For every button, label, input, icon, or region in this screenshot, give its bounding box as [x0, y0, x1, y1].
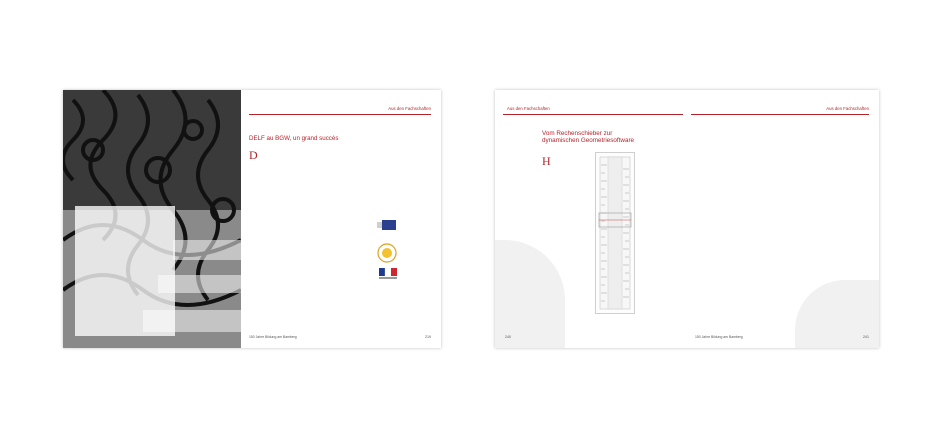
article-column-1: H: [542, 156, 551, 168]
running-head-left: Aus den Fachschaften: [507, 106, 550, 111]
flag-icon: [379, 268, 397, 280]
running-head-right: Aus den Fachschaften: [826, 106, 869, 111]
sidebox-body: [75, 228, 175, 308]
running-head-rule: [249, 114, 431, 115]
article-title-line-2: dynamischen Geometriesoftware: [542, 137, 635, 144]
left-spread: [63, 90, 441, 348]
running-head-rule-left: [503, 114, 683, 115]
article-column-1: D: [249, 150, 258, 162]
seal-icon: [376, 242, 398, 264]
page-footer: 150 Jahre Bildung am Bamberg: [249, 335, 297, 339]
page-footer-left: 150 Jahre Bildung am Bamberg: [695, 335, 743, 339]
slide-rule-icon: [596, 153, 634, 313]
right-spread: [495, 90, 879, 348]
ironwork-photo: [63, 90, 241, 348]
page-number: 219: [425, 335, 431, 339]
article-title: DELF au BGW, un grand succès: [249, 135, 339, 142]
running-head-rule-right: [691, 114, 869, 115]
article-column-3: [311, 288, 369, 318]
article-title-line-1: Vom Rechenschieber zur: [542, 130, 613, 137]
sidebox-intro: [75, 206, 175, 228]
article-column-4: [761, 130, 821, 324]
slide-rule-image: [595, 152, 635, 314]
running-head: Aus den Fachschaften: [388, 106, 431, 111]
quote-sidebox: [75, 206, 175, 336]
left-page: [63, 90, 252, 348]
article-column-2: [639, 156, 687, 324]
page-number-left: 240: [505, 335, 511, 339]
article-column-2: [311, 150, 369, 310]
delf-logo-icon: [376, 218, 398, 232]
article-page-left: [241, 90, 441, 348]
article-column-3: [695, 130, 755, 324]
page-number-right: 241: [863, 335, 869, 339]
